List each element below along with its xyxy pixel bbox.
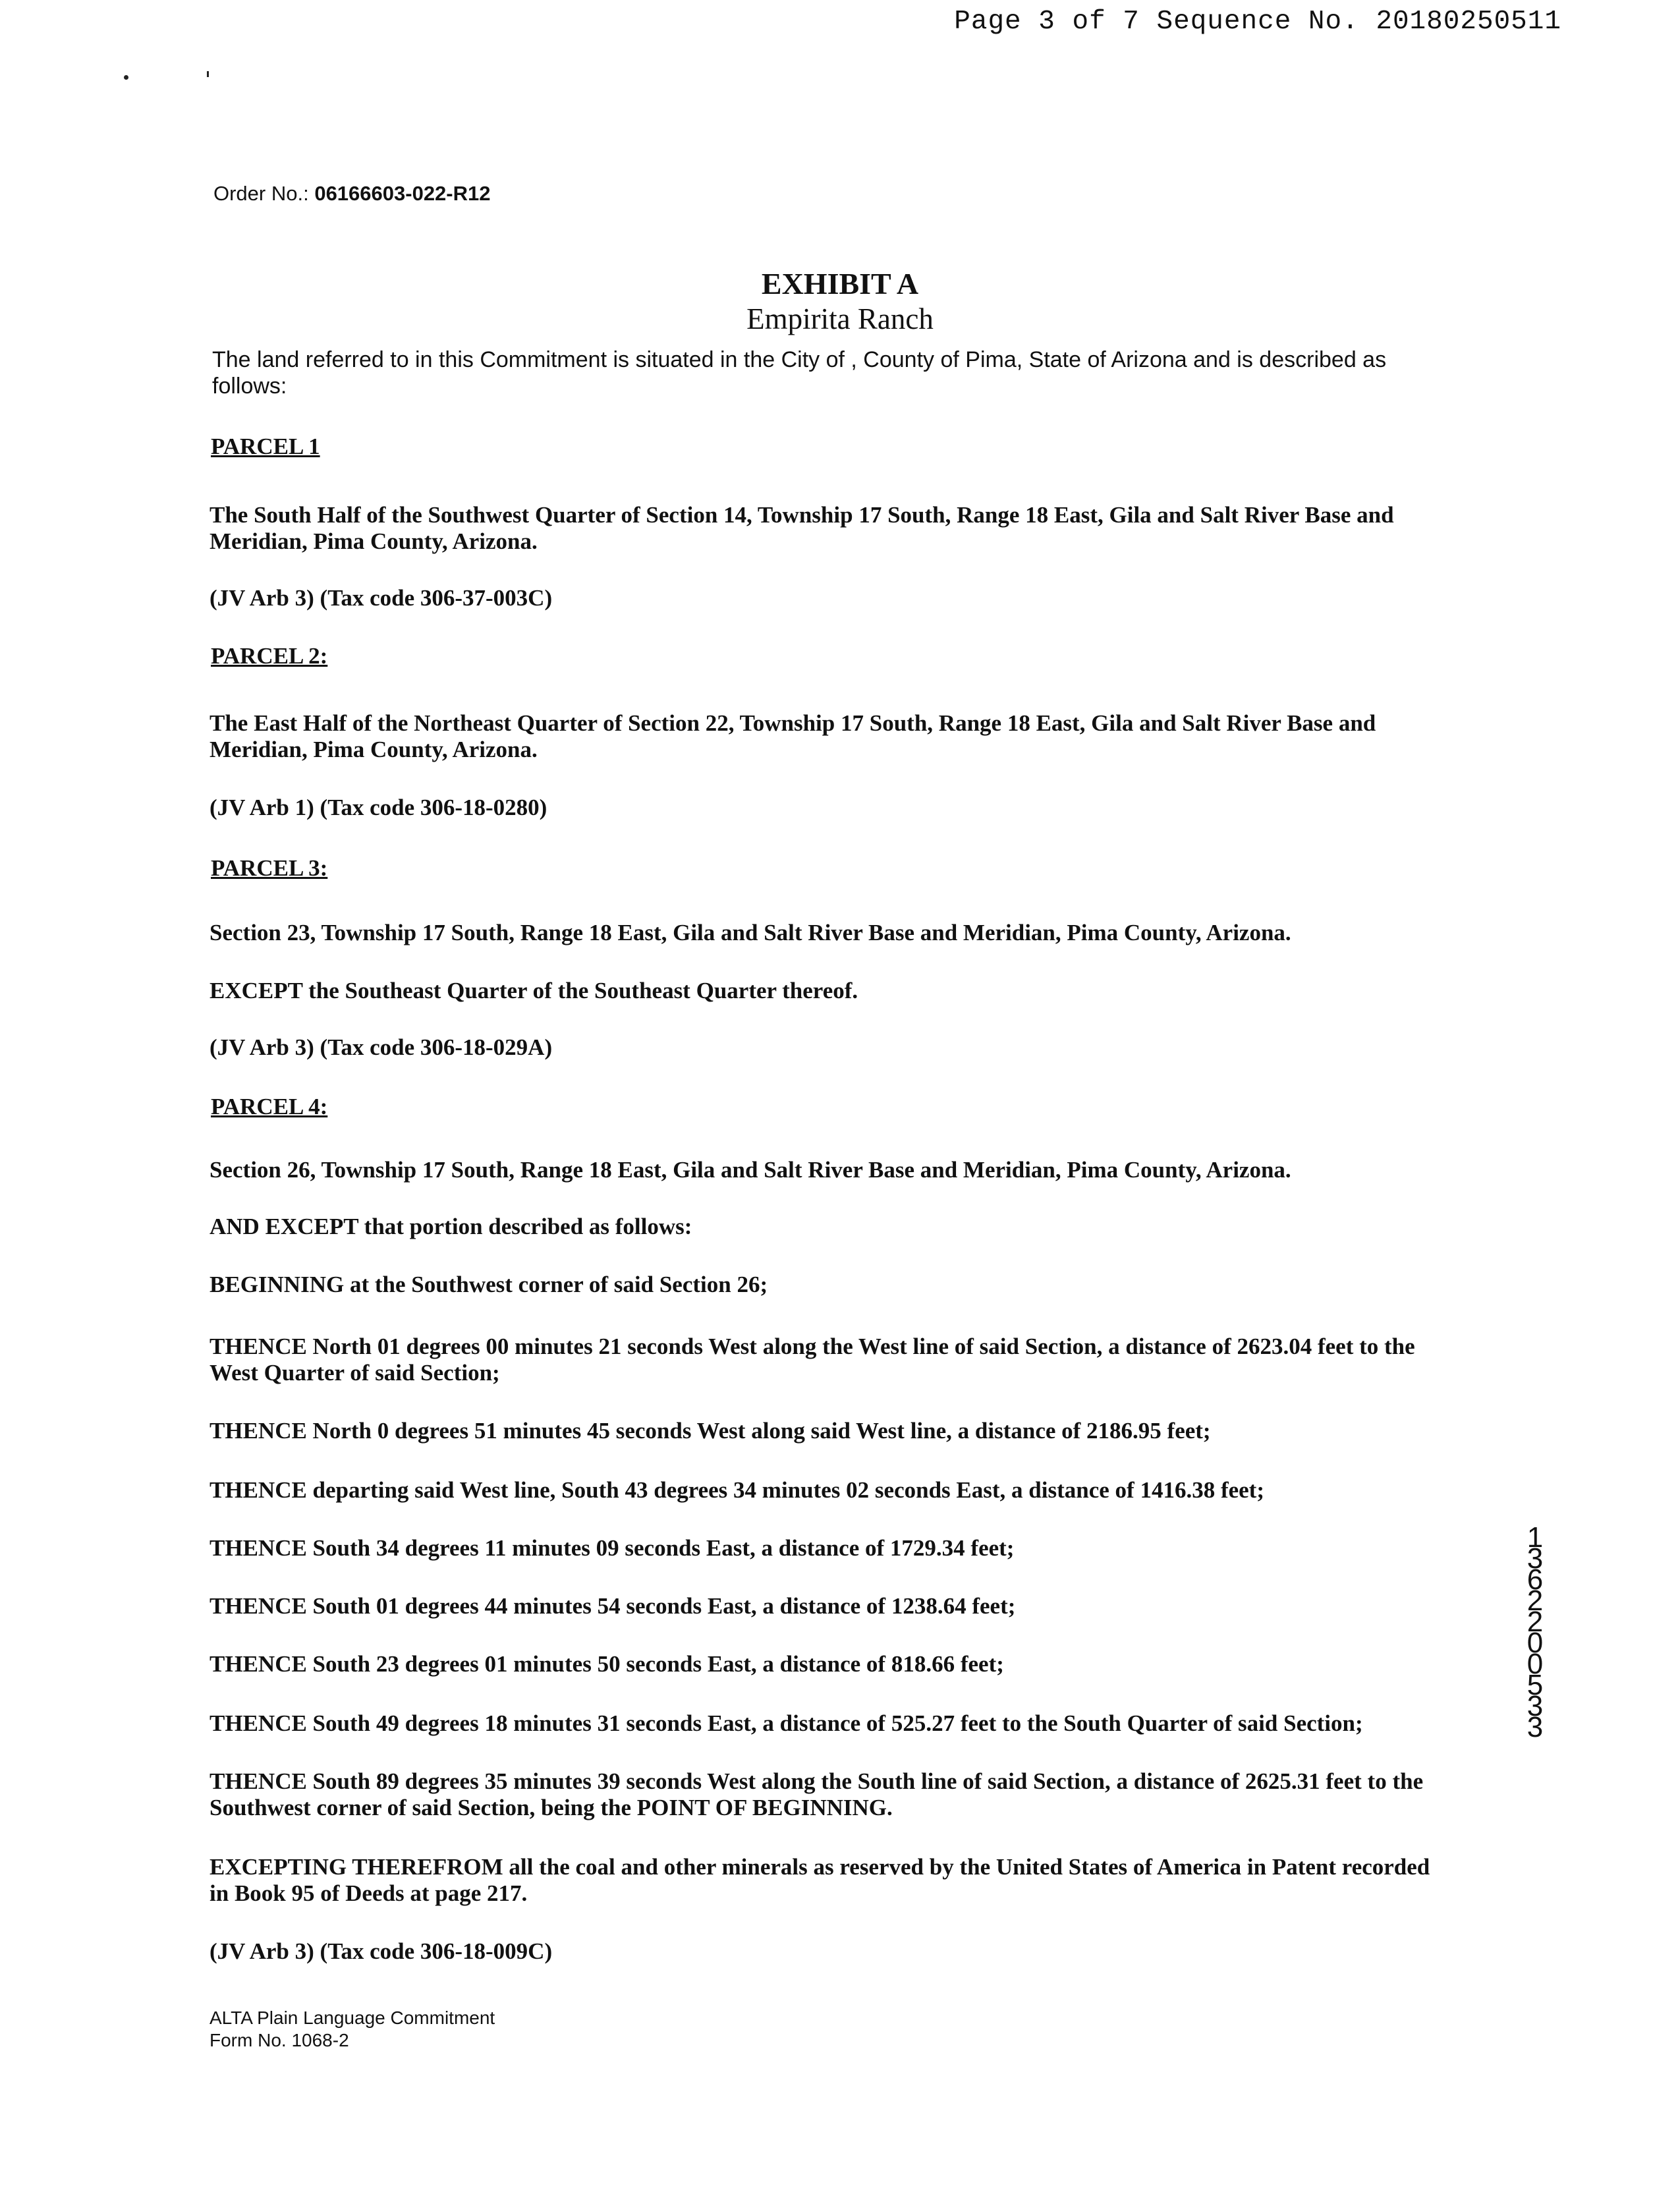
parcel-3-description: Section 23, Township 17 South, Range 18 East, Gila and Salt River Base and Meridian, Pima County, Arizona.	[210, 920, 1291, 945]
metes-bounds-course: THENCE South 49 degrees 18 minutes 31 seconds East, a distance of 525.27 feet to the South Quarter of said Section;	[210, 1710, 1363, 1736]
metes-bounds-course: THENCE South 34 degrees 11 minutes 09 seconds East, a distance of 1729.34 feet;	[210, 1535, 1015, 1561]
form-footer-title: ALTA Plain Language Commitment	[210, 2008, 495, 2028]
form-footer	[210, 2007, 495, 2052]
exhibit-title-block	[0, 266, 1680, 336]
metes-bounds-course: THENCE North 0 degrees 51 minutes 45 seconds West along said West line, a distance of 2186.95 feet;	[210, 1418, 1211, 1444]
exhibit-title: EXHIBIT A	[761, 267, 919, 300]
parcel-2-heading: PARCEL 2:	[211, 643, 328, 669]
exhibit-subtitle: Empirita Ranch	[746, 302, 934, 335]
scan-speck	[207, 71, 209, 77]
intro-paragraph: The land referred to in this Commitment is situated in the City of , County of Pima, State of Arizona and is described as follows:	[212, 347, 1387, 399]
form-footer-number: Form No. 1068-2	[210, 2030, 349, 2050]
scan-speck	[124, 75, 128, 80]
metes-bounds-course: THENCE North 01 degrees 00 minutes 21 seconds West along the West line of said Section, a distance of 2623.04 feet to the West Quarter of said Section;	[210, 1334, 1415, 1386]
parcel-1-tax-code: (JV Arb 3) (Tax code 306-37-003C)	[210, 585, 553, 611]
parcel-4-heading: PARCEL 4:	[211, 1094, 328, 1119]
parcel-1-description: The South Half of the Southwest Quarter of Section 14, Township 17 South, Range 18 East, Gila and Salt River Base and Meridian, Pima County, Arizona.	[210, 502, 1394, 554]
parcel-4-and-except: AND EXCEPT that portion described as follows:	[210, 1214, 692, 1239]
metes-bounds-course: THENCE South 89 degrees 35 minutes 39 seconds West along the South line of said Section, a distance of 2625.31 feet to the Southwest corner of said Section, being the POINT OF BEGINNING.	[210, 1768, 1424, 1820]
parcel-4-beginning: BEGINNING at the Southwest corner of said Section 26;	[210, 1272, 768, 1297]
order-number-label: Order No.:	[213, 182, 315, 205]
parcel-3-tax-code: (JV Arb 3) (Tax code 306-18-029A)	[210, 1034, 553, 1060]
parcel-1-heading: PARCEL 1	[211, 434, 320, 459]
recording-stamp-number: 1362200533	[1526, 1521, 1544, 1743]
order-number-line	[213, 182, 491, 206]
parcel-2-description: The East Half of the Northeast Quarter of Section 22, Township 17 South, Range 18 East, Gila and Salt River Base and Meridian, Pima County, Arizona.	[210, 710, 1376, 762]
metes-bounds-course: THENCE South 23 degrees 01 minutes 50 seconds East, a distance of 818.66 feet;	[210, 1651, 1004, 1677]
parcel-4-excepting-minerals: EXCEPTING THEREFROM all the coal and other minerals as reserved by the United States of America in Patent recorded in Book 95 of Deeds at page 217.	[210, 1854, 1430, 1906]
parcel-3-heading: PARCEL 3:	[211, 855, 328, 881]
order-number-value: 06166603-022-R12	[314, 182, 491, 205]
parcel-3-except: EXCEPT the Southeast Quarter of the Southeast Quarter thereof.	[210, 978, 858, 1003]
parcel-4-tax-code: (JV Arb 3) (Tax code 306-18-009C)	[210, 1938, 553, 1964]
metes-bounds-course: THENCE departing said West line, South 43 degrees 34 minutes 02 seconds East, a distance of 1416.38 feet;	[210, 1477, 1264, 1503]
metes-bounds-course: THENCE South 01 degrees 44 minutes 54 seconds East, a distance of 1238.64 feet;	[210, 1593, 1016, 1619]
parcel-2-tax-code: (JV Arb 1) (Tax code 306-18-0280)	[210, 795, 547, 820]
parcel-4-description: Section 26, Township 17 South, Range 18 East, Gila and Salt River Base and Meridian, Pima County, Arizona.	[210, 1157, 1291, 1183]
page-sequence-header: Page 3 of 7 Sequence No. 20180250511	[954, 7, 1561, 37]
